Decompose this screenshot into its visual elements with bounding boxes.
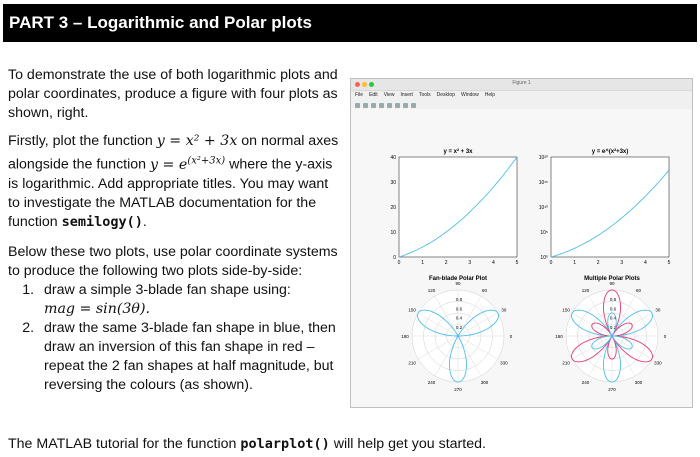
- menu-help[interactable]: Help: [484, 92, 496, 98]
- polar-angle-label: 150: [562, 307, 570, 313]
- pan-icon[interactable]: [395, 103, 400, 108]
- x-tick-label: 1: [421, 260, 424, 266]
- polar-angle-label: 0: [663, 334, 667, 339]
- datatip-icon[interactable]: [403, 103, 408, 108]
- y-tick-label: 10¹⁰: [538, 205, 548, 211]
- polar-angle-label: 270: [454, 387, 462, 392]
- y-tick-label: 10⁰: [540, 255, 548, 261]
- polar-angle-label: 240: [581, 379, 590, 385]
- polar-angle-label: 210: [562, 360, 570, 366]
- semilog-plot-title: y = e^(x²+3x): [591, 149, 629, 155]
- polar-angle-label: 60: [635, 288, 642, 294]
- menu-file[interactable]: File: [355, 92, 364, 98]
- new-figure-icon[interactable]: [355, 103, 360, 108]
- y-tick-label: 10: [390, 230, 396, 236]
- section-banner: [3, 4, 697, 42]
- window-titlebar: [351, 79, 692, 91]
- list-item: 1. draw a simple 3-blade fan shape using: mag = sin(3θ).: [38, 281, 343, 319]
- open-icon[interactable]: [363, 103, 368, 108]
- print-icon[interactable]: [379, 103, 384, 108]
- polar-radial-label: 0.4: [455, 315, 463, 321]
- x-tick-label: 2: [444, 260, 448, 266]
- instruction-list: [8, 281, 343, 395]
- x-tick-label: 1: [573, 260, 576, 266]
- colorbar-icon[interactable]: [411, 103, 416, 108]
- polar-angle-label: 150: [408, 307, 416, 313]
- polar-angle-label: 330: [654, 360, 662, 366]
- figure-canvas: [351, 109, 692, 407]
- menu-tools[interactable]: Tools: [418, 92, 431, 98]
- multi-polar-title: Multiple Polar Plots: [584, 276, 640, 282]
- polar-radial-label: 0.6: [455, 306, 463, 312]
- y-tick-label: 40: [390, 155, 396, 161]
- menu-edit[interactable]: Edit: [369, 92, 378, 98]
- menu-insert[interactable]: Insert: [400, 92, 413, 98]
- polar-radial-label: 0.8: [609, 297, 617, 303]
- polar-angle-label: 180: [555, 334, 563, 339]
- x-tick-label: 4: [492, 260, 495, 266]
- firstly-text-1: Firstly, plot the function: [8, 133, 157, 149]
- x-tick-label: 5: [515, 260, 519, 266]
- polar-angle-label: 180: [401, 334, 409, 339]
- menu-window[interactable]: Window: [460, 92, 479, 98]
- intro-paragraph: To demonstrate the use of both logarithmic plots and polar coordinates, produce a figure with four plots as shown, right.: [8, 67, 338, 121]
- matlab-figure-window: [350, 78, 693, 408]
- firstly-text-2: on normal axes alongside the function: [8, 133, 339, 173]
- x-tick-label: 4: [644, 260, 647, 266]
- footer-paragraph: The MATLAB tutorial for the function polarplot() will help get you started.: [8, 436, 486, 452]
- menu-view[interactable]: View: [383, 92, 395, 98]
- y-tick-label: 10¹⁵: [538, 180, 548, 186]
- below-intro: Below these two plots, use polar coordinate systems to produce the following two plots side-by-side:: [8, 244, 338, 279]
- polar-angle-label: 90: [455, 281, 461, 286]
- y-tick-label: 10²⁰: [538, 155, 548, 161]
- x-tick-label: 3: [468, 260, 472, 266]
- y-tick-label: 20: [390, 205, 396, 211]
- y-tick-label: 30: [390, 180, 396, 186]
- semilog-plot-axes: [551, 157, 669, 257]
- polar-radial-label: 0.6: [609, 306, 617, 312]
- polar-angle-label: 90: [609, 281, 615, 286]
- x-tick-label: 0: [549, 260, 553, 266]
- menu-bar: [351, 91, 692, 100]
- linear-plot-axes: [399, 157, 517, 257]
- y-tick-label: 10⁵: [540, 230, 548, 236]
- polar-angle-label: 270: [608, 387, 616, 392]
- window-title: Figure 1: [512, 80, 531, 86]
- polar-angle-label: 210: [408, 360, 416, 366]
- polar-angle-label: 120: [581, 288, 590, 294]
- polar-radial-label: 0.2: [609, 324, 617, 330]
- x-tick-label: 0: [397, 260, 401, 266]
- list-item: 2. draw the same 3-blade fan shape in blue, then draw an inversion of this fan shape in red – repeat the 2 fan shapes at half magnitude, but reversing the colours (as shown).: [38, 319, 343, 395]
- code-polarplot: polarplot(): [240, 436, 330, 452]
- section-title: PART 3 – Logarithmic and Polar plots: [9, 13, 312, 32]
- equation-2: $y = e^{(x^2+3x)}$: [149, 155, 226, 173]
- below-paragraph: [8, 243, 343, 395]
- polar-angle-label: 300: [634, 379, 643, 385]
- x-tick-label: 2: [596, 260, 600, 266]
- polar-angle-label: 330: [500, 360, 508, 366]
- polar-angle-label: 240: [427, 379, 436, 385]
- polar-radial-label: 0.8: [455, 297, 463, 303]
- zoom-icon[interactable]: [387, 103, 392, 108]
- polar-angle-label: 0: [509, 334, 513, 339]
- fan-polar-title: Fan-blade Polar Plot: [428, 276, 488, 282]
- polar-angle-label: 30: [655, 307, 661, 313]
- menu-desktop[interactable]: Desktop: [436, 92, 455, 98]
- polar-radial-label: 0.2: [455, 324, 463, 330]
- plot-area: [351, 109, 692, 407]
- equation-1: y = x² + 3x: [156, 133, 238, 149]
- linear-plot-title: y = x² + 3x: [443, 149, 473, 155]
- save-icon[interactable]: [371, 103, 376, 108]
- x-tick-label: 3: [620, 260, 624, 266]
- firstly-text-3: where the y-axis is logarithmic. Add appropriate titles. You may want to investigate the MATLAB documentation for the function: [8, 156, 333, 230]
- equation-3: mag = sin(3θ).: [44, 301, 151, 317]
- polar-angle-label: 60: [481, 288, 488, 294]
- polar-angle-label: 30: [501, 307, 507, 313]
- y-tick-label: 0: [393, 255, 396, 261]
- polar-angle-label: 300: [480, 379, 489, 385]
- code-semilogy: semilogy(): [61, 213, 143, 230]
- polar-angle-label: 120: [427, 288, 436, 294]
- polar-radial-label: 0.4: [609, 315, 617, 321]
- firstly-paragraph: Firstly, plot the function y = x² + 3x on normal axes alongside the function $y = e^{(x^2+3x)}$ where the y-axis is logarithmic. Add appropriate titles. You may want to investigate the MATLAB documentation for the function semilogy().: [8, 133, 339, 230]
- x-tick-label: 5: [667, 260, 671, 266]
